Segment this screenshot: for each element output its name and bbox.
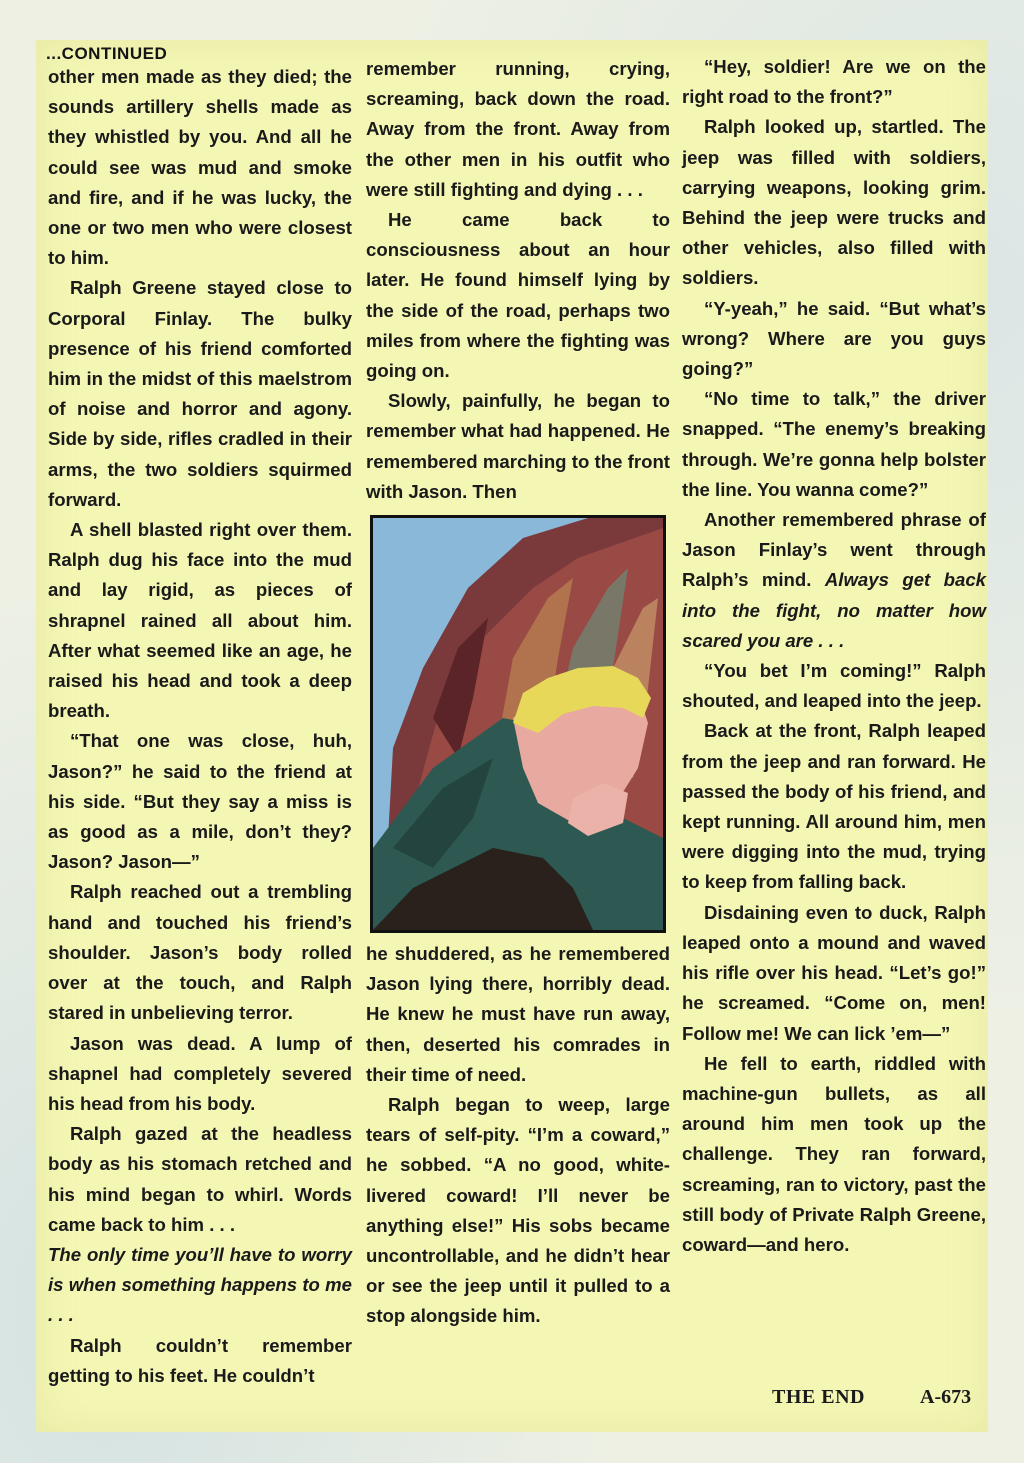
paragraph-text: Ralph looked up, startled. The jeep was filled with soldiers, carrying weapons, looking grim. Behind the jeep were trucks and other vehicles, also filled with soldiers. — [682, 116, 986, 289]
the-end-label: THE END — [772, 1386, 865, 1408]
paragraph — [682, 505, 986, 656]
paragraph-text: He fell to earth, riddled with machine-gun bullets, as all around him men took up the challenge. They ran forward, screaming, ran to victory, past the still body of Private Ralph Greene, coward—and hero. — [682, 1052, 986, 1255]
paragraph — [48, 273, 352, 515]
paragraph-text: Slowly, painfully, he began to remember what had happened. He remembered marching to the front with Jason. Then — [366, 390, 670, 502]
paragraph-text: Ralph gazed at the headless body as his stomach retched and his mind began to whirl. Words came back to him . . . — [48, 1123, 352, 1235]
paragraph — [366, 54, 670, 205]
paragraph-text: Ralph reached out a trembling hand and touched his friend’s shoulder. Jason’s body rolled over at the touch, and Ralph stared in unbelieving terror. — [48, 881, 352, 1024]
column-2-top-text — [366, 54, 670, 507]
column-1 — [48, 62, 352, 1391]
paragraph — [682, 716, 986, 897]
paragraph — [366, 1090, 670, 1332]
continued-header: ...CONTINUED — [46, 44, 168, 63]
paragraph — [48, 1119, 352, 1240]
story-code: A-673 — [920, 1386, 972, 1408]
panel-art — [373, 518, 663, 930]
paragraph-text: he shuddered, as he remembered Jason lying there, horribly dead. He knew he must have run away, then, deserted his comrades in their time of need. — [366, 943, 670, 1085]
paragraph — [48, 62, 352, 273]
paragraph — [682, 1049, 986, 1260]
paragraph-text: Jason was dead. A lump of shapnel had completely severed his head from his body. — [48, 1032, 352, 1114]
comic-panel-illustration — [370, 515, 666, 933]
paragraph-text: “That one was close, huh, Jason?” he said to the friend at his side. “But they say a miss is as good as a mile, don’t they? Jason? Jason—” — [48, 730, 352, 873]
paragraph-text: Back at the front, Ralph leaped from the jeep and ran forward. He passed the body of his friend, and kept running. All around him, men were digging into the mud, trying to keep from falling back. — [682, 720, 986, 893]
paragraph-text: “You bet I’m coming!” Ralph shouted, and leaped into the jeep. — [682, 660, 986, 712]
column-2 — [366, 54, 670, 1332]
paragraph-text: other men made as they died; the sounds artillery shells made as they whistled by you. And all he could see was mud and smoke and fire, and if he was lucky, the one or two men who were closest to him. — [48, 66, 352, 269]
paragraph-text: Ralph began to weep, large tears of self-pity. “I’m a coward,” he sobbed. “A no good, white-livered coward! I’ll never be anything else!” His sobs became uncontrollable, and he didn’t hear or see the jeep until it pulled to a stop alongside him. — [366, 1094, 670, 1327]
paragraph-text: Ralph Greene stayed close to Corporal Finlay. The bulky presence of his friend comforted him in the midst of this maelstrom of noise and horror and agony. Side by side, rifles cradled in their arms, the two soldiers squirmed forward. — [48, 277, 352, 510]
paragraph-italic-text: Always get back into the fight, no matter how scared you are . . . — [682, 569, 987, 651]
paragraph — [682, 384, 986, 505]
column-3 — [682, 52, 986, 1260]
paragraph — [682, 294, 986, 385]
paragraph-text: remember running, crying, screaming, back down the road. Away from the front. Away from the other men in his outfit who were still fighting and dying . . . — [366, 58, 670, 200]
paragraph-text: The only time you’ll have to worry is when something happens to me . . . — [48, 1243, 352, 1326]
paragraph-text: He came back to consciousness about an hour later. He found himself lying by the side of the road, perhaps two miles from where the fighting was going on. — [366, 209, 670, 382]
paragraph — [48, 1240, 352, 1331]
paragraph — [366, 939, 670, 1090]
paragraph — [48, 515, 352, 726]
paragraph — [48, 726, 352, 877]
paragraph — [682, 52, 986, 112]
paragraph-text: “Y-yeah,” he said. “But what’s wrong? Where are you guys going?” — [682, 297, 986, 380]
paragraph — [48, 1029, 352, 1120]
paragraph — [682, 112, 986, 293]
paragraph-text: “Hey, soldier! Are we on the right road to the front?” — [682, 56, 986, 108]
paragraph — [682, 898, 986, 1049]
paragraph — [366, 205, 670, 386]
paragraph-text: Another remembered phrase of Jason Finlay’s went through Ralph’s mind. — [682, 509, 986, 591]
paragraph — [48, 1331, 352, 1391]
paragraph — [682, 656, 986, 716]
paragraph-text: A shell blasted right over them. Ralph dug his face into the mud and lay rigid, as pieces of shrapnel rained all about him. After what seemed like an age, he raised his head and took a deep breath. — [48, 519, 352, 722]
paragraph — [366, 386, 670, 507]
paragraph-text: Ralph couldn’t remember getting to his feet. He couldn’t — [48, 1334, 352, 1386]
paragraph — [48, 877, 352, 1028]
paragraph-text: “No time to talk,” the driver snapped. “The enemy’s breaking through. We’re gonna help bolster the line. You wanna come?” — [682, 388, 986, 500]
column-2-bottom-text — [366, 939, 670, 1332]
paragraph-text: Disdaining even to duck, Ralph leaped onto a mound and waved his rifle over his head. “Let’s go!” he screamed. “Come on, men! Follow me! We can lick ’em—” — [682, 901, 986, 1044]
